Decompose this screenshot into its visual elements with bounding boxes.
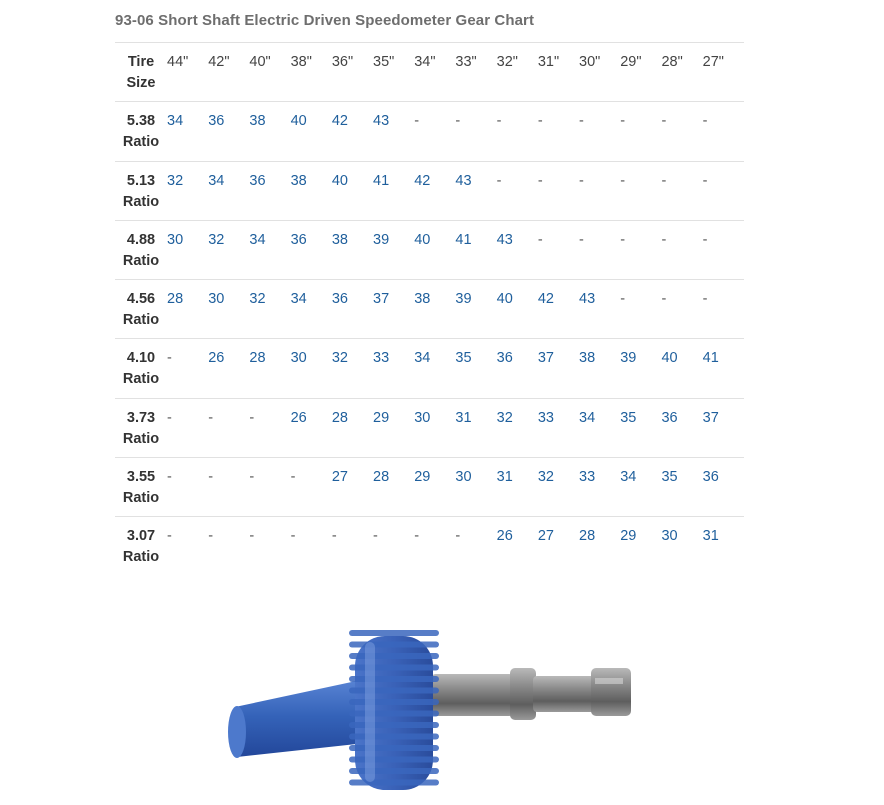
gear-tooth-count[interactable]: 36 bbox=[249, 172, 266, 189]
empty-cell: - bbox=[661, 231, 667, 248]
ratio-label bbox=[115, 339, 167, 398]
gear-tooth-count[interactable]: 33 bbox=[579, 469, 596, 486]
gear-tooth-count[interactable]: 32 bbox=[331, 350, 348, 367]
gear-tooth-count[interactable]: 30 bbox=[455, 469, 472, 486]
gear-tooth-count[interactable]: 28 bbox=[331, 409, 348, 426]
gear-tooth-count[interactable]: 28 bbox=[249, 350, 266, 367]
gear-tooth-count[interactable]: 31 bbox=[496, 469, 513, 486]
empty-cell: - bbox=[496, 113, 502, 130]
gear-tooth-count[interactable]: 43 bbox=[579, 291, 596, 308]
gear-tooth-count[interactable]: 41 bbox=[455, 231, 472, 248]
empty-cell: - bbox=[331, 528, 337, 545]
tire-size-header: 33" bbox=[455, 54, 477, 70]
empty-cell: - bbox=[620, 231, 626, 248]
gear-tooth-count[interactable]: 40 bbox=[414, 231, 431, 248]
empty-cell: - bbox=[290, 469, 296, 486]
gear-tooth-count[interactable]: 35 bbox=[661, 469, 678, 486]
tire-size-label-line1: Tire bbox=[127, 54, 155, 70]
speedometer-gear-image bbox=[225, 622, 637, 800]
gear-tooth-count[interactable]: 28 bbox=[579, 528, 596, 545]
gear-tooth-count[interactable]: 39 bbox=[373, 231, 390, 248]
tire-size-label-line2: Size bbox=[126, 75, 156, 91]
gear-tooth-count[interactable]: 42 bbox=[331, 113, 348, 130]
ratio-row bbox=[115, 458, 744, 517]
page-title: 93-06 Short Shaft Electric Driven Speedometer Gear Chart bbox=[115, 12, 535, 29]
ratio-suffix: Ratio bbox=[122, 312, 160, 329]
tire-size-header: 30" bbox=[579, 54, 601, 70]
tire-size-header: 40" bbox=[249, 54, 271, 70]
ratio-label bbox=[115, 458, 167, 517]
gear-tooth-count[interactable]: 32 bbox=[167, 172, 184, 189]
gear-tooth-count[interactable]: 35 bbox=[455, 350, 472, 367]
ratio-suffix: Ratio bbox=[122, 371, 160, 388]
empty-cell: - bbox=[167, 350, 172, 367]
gear-tooth-count[interactable]: 43 bbox=[496, 231, 513, 248]
gear-tooth-count[interactable]: 34 bbox=[620, 469, 637, 486]
gear-tooth-count[interactable]: 38 bbox=[249, 113, 266, 130]
empty-cell: - bbox=[373, 528, 378, 545]
ratio-suffix: Ratio bbox=[122, 549, 160, 566]
ratio-value: 5.13 bbox=[126, 172, 156, 189]
empty-cell: - bbox=[414, 113, 420, 130]
gear-tooth-count[interactable]: 36 bbox=[331, 291, 348, 308]
gear-tooth-count[interactable]: 37 bbox=[702, 409, 719, 426]
ratio-value: 4.88 bbox=[126, 231, 156, 248]
empty-cell: - bbox=[455, 113, 461, 130]
empty-cell: - bbox=[290, 528, 296, 545]
empty-cell: - bbox=[620, 172, 626, 189]
ratio-label bbox=[115, 102, 167, 161]
ratio-suffix: Ratio bbox=[122, 252, 160, 269]
empty-cell: - bbox=[249, 469, 255, 486]
gear-tooth-count[interactable]: 36 bbox=[496, 350, 513, 367]
ratio-label bbox=[115, 398, 167, 457]
tire-size-header: 35" bbox=[373, 54, 395, 70]
gear-tooth-count[interactable]: 29 bbox=[373, 409, 390, 426]
ratio-value: 3.55 bbox=[126, 469, 156, 486]
gear-tooth-count[interactable]: 29 bbox=[620, 528, 637, 545]
ratio-row bbox=[115, 102, 744, 161]
gear-tooth-count[interactable]: 40 bbox=[290, 113, 307, 130]
header-row bbox=[115, 43, 744, 102]
empty-cell: - bbox=[249, 409, 255, 426]
gear-tooth-count[interactable]: 34 bbox=[249, 231, 266, 248]
empty-cell: - bbox=[579, 172, 584, 189]
ratio-label bbox=[115, 517, 167, 576]
ratio-row bbox=[115, 517, 744, 576]
gear-tooth-count[interactable]: 34 bbox=[167, 113, 184, 130]
gear-tooth-count[interactable]: 39 bbox=[455, 291, 472, 308]
gear-tooth-count[interactable]: 33 bbox=[537, 409, 554, 426]
empty-cell: - bbox=[620, 291, 626, 308]
gear-tooth-count[interactable]: 31 bbox=[455, 409, 472, 426]
speedometer-gear-chart bbox=[115, 42, 744, 576]
ratio-row bbox=[115, 339, 744, 398]
gear-tooth-count[interactable]: 36 bbox=[208, 113, 225, 130]
gear-tooth-count[interactable]: 29 bbox=[414, 469, 431, 486]
ratio-suffix: Ratio bbox=[122, 193, 160, 210]
gear-tooth-count[interactable]: 40 bbox=[331, 172, 348, 189]
empty-cell: - bbox=[702, 172, 708, 189]
gear-tooth-count[interactable]: 35 bbox=[620, 409, 637, 426]
empty-cell: - bbox=[661, 172, 667, 189]
gear-tooth-count[interactable]: 41 bbox=[702, 350, 719, 367]
empty-cell: - bbox=[208, 469, 214, 486]
tire-size-header: 28" bbox=[661, 54, 683, 70]
gear-teeth bbox=[349, 630, 439, 790]
empty-cell: - bbox=[249, 528, 255, 545]
gear-tooth-count[interactable]: 31 bbox=[702, 528, 719, 545]
ratio-label bbox=[115, 161, 167, 220]
gear-tooth-count[interactable]: 30 bbox=[414, 409, 431, 426]
gear-tooth-count[interactable]: 33 bbox=[373, 350, 390, 367]
gear-tooth-count[interactable]: 36 bbox=[661, 409, 678, 426]
ratio-value: 4.10 bbox=[126, 350, 156, 367]
gear-tooth-count[interactable]: 30 bbox=[208, 291, 225, 308]
empty-cell: - bbox=[661, 291, 667, 308]
tire-size-header: 32" bbox=[496, 54, 518, 70]
ratio-value: 5.38 bbox=[126, 113, 156, 130]
empty-cell: - bbox=[208, 409, 214, 426]
empty-cell: - bbox=[579, 113, 584, 130]
tire-size-header: 44" bbox=[167, 54, 189, 70]
tire-size-header: 38" bbox=[290, 54, 312, 70]
gear-tooth-count[interactable]: 26 bbox=[290, 409, 307, 426]
gear-tooth-count[interactable]: 40 bbox=[661, 350, 678, 367]
ratio-row bbox=[115, 398, 744, 457]
gear-tooth-count[interactable]: 37 bbox=[537, 350, 554, 367]
empty-cell: - bbox=[414, 528, 420, 545]
gear-tooth-count[interactable]: 28 bbox=[167, 291, 184, 308]
gear-tooth-count[interactable]: 32 bbox=[496, 409, 513, 426]
tire-size-label bbox=[115, 43, 167, 102]
empty-cell: - bbox=[167, 409, 172, 426]
gear-tooth-count[interactable]: 36 bbox=[702, 469, 719, 486]
tire-size-header: 36" bbox=[331, 54, 354, 70]
ratio-row bbox=[115, 220, 744, 279]
tire-size-header: 29" bbox=[620, 54, 642, 70]
ratio-row bbox=[115, 161, 744, 220]
gear-tooth-count[interactable]: 42 bbox=[414, 172, 431, 189]
gear-tooth-count[interactable]: 38 bbox=[290, 172, 307, 189]
gear-tooth-count[interactable]: 42 bbox=[537, 291, 554, 308]
ratio-value: 3.07 bbox=[126, 528, 156, 545]
gear-tooth-count[interactable]: 37 bbox=[373, 291, 390, 308]
gear-illustration bbox=[225, 622, 637, 800]
gear-tooth-count[interactable]: 34 bbox=[414, 350, 431, 367]
empty-cell: - bbox=[702, 291, 708, 308]
ratio-suffix: Ratio bbox=[122, 490, 160, 507]
empty-cell: - bbox=[167, 469, 172, 486]
empty-cell: - bbox=[167, 528, 172, 545]
gear-tooth-count[interactable]: 43 bbox=[373, 113, 390, 130]
empty-cell: - bbox=[579, 231, 584, 248]
gear-tooth-count[interactable]: 32 bbox=[537, 469, 554, 486]
empty-cell: - bbox=[496, 172, 502, 189]
empty-cell: - bbox=[702, 231, 708, 248]
empty-cell: - bbox=[537, 172, 543, 189]
gear-tooth-count[interactable]: 30 bbox=[290, 350, 307, 367]
gear-tooth-count[interactable]: 38 bbox=[331, 231, 348, 248]
empty-cell: - bbox=[661, 113, 667, 130]
ratio-value: 4.56 bbox=[126, 291, 156, 308]
tire-size-header: 42" bbox=[208, 54, 230, 70]
tire-size-header: 27" bbox=[702, 54, 724, 70]
empty-cell: - bbox=[208, 528, 214, 545]
gear-tooth-count[interactable]: 34 bbox=[208, 172, 225, 189]
empty-cell: - bbox=[620, 113, 626, 130]
gear-tooth-count[interactable]: 34 bbox=[579, 409, 596, 426]
empty-cell: - bbox=[702, 113, 708, 130]
gear-tooth-count[interactable]: 38 bbox=[414, 291, 431, 308]
ratio-label bbox=[115, 280, 167, 339]
gear-tooth-count[interactable]: 30 bbox=[661, 528, 678, 545]
empty-cell: - bbox=[537, 231, 543, 248]
ratio-row bbox=[115, 280, 744, 339]
gear-tooth-count[interactable]: 39 bbox=[620, 350, 637, 367]
gear-tooth-count[interactable]: 30 bbox=[167, 231, 184, 248]
tire-size-header: 31" bbox=[537, 54, 560, 70]
metal-shaft bbox=[430, 668, 631, 720]
ratio-suffix: Ratio bbox=[122, 134, 160, 151]
gear-tooth-count[interactable]: 40 bbox=[496, 291, 513, 308]
gear-tooth-count[interactable]: 34 bbox=[290, 291, 307, 308]
empty-cell: - bbox=[455, 528, 461, 545]
gear-tooth-count[interactable]: 32 bbox=[208, 231, 225, 248]
gear-tooth-count[interactable]: 32 bbox=[249, 291, 266, 308]
ratio-suffix: Ratio bbox=[122, 430, 160, 447]
gear-tooth-count[interactable]: 26 bbox=[496, 528, 513, 545]
gear-tooth-count[interactable]: 26 bbox=[208, 350, 225, 367]
gear-tooth-count[interactable]: 36 bbox=[290, 231, 307, 248]
gear-tooth-count[interactable]: 43 bbox=[455, 172, 472, 189]
tire-size-header: 34" bbox=[414, 54, 436, 70]
ratio-value: 3.73 bbox=[126, 409, 156, 426]
gear-tooth-count[interactable]: 38 bbox=[579, 350, 596, 367]
gear-tooth-count[interactable]: 41 bbox=[373, 172, 390, 189]
gear-tooth-count[interactable]: 28 bbox=[373, 469, 390, 486]
gear-tooth-count[interactable]: 27 bbox=[331, 469, 348, 486]
gear-tooth-count[interactable]: 27 bbox=[537, 528, 554, 545]
ratio-label bbox=[115, 220, 167, 279]
empty-cell: - bbox=[537, 113, 543, 130]
